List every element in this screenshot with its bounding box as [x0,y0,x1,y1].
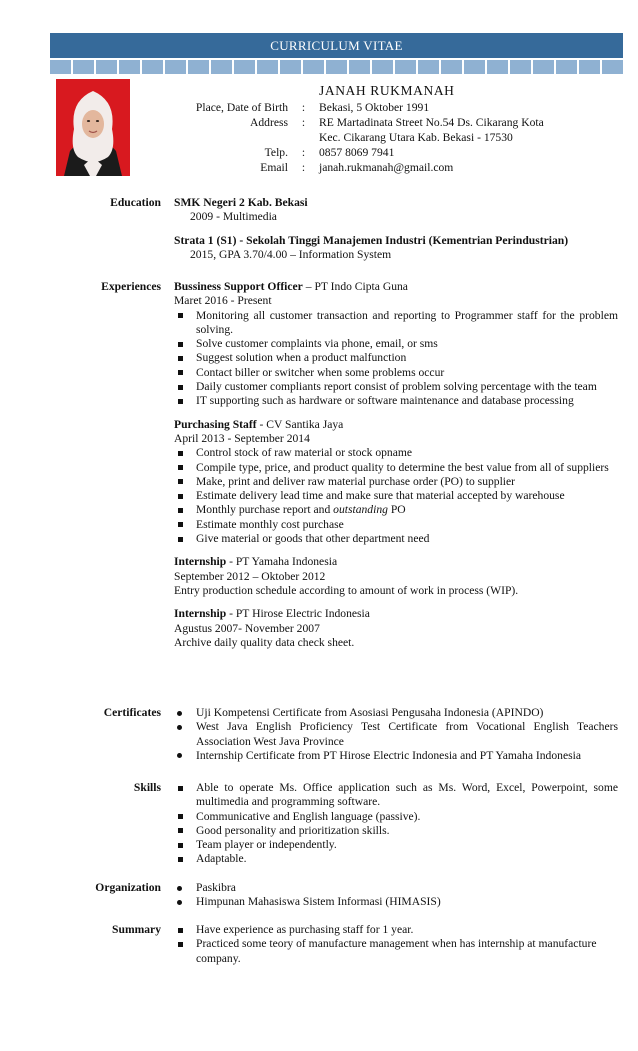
list-item: Practiced some teory of manufacture management when has internship at manufacture company. [174,937,618,966]
list-item: Estimate monthly cost purchase [174,518,618,532]
organization-list [174,881,618,910]
list-item: Solve customer complaints via phone, email, or sms [174,337,618,351]
list-item: Communicative and English language (passive). [174,810,618,824]
task-list [174,309,618,409]
list-item: Internship Certificate from PT Hirose Electric Indonesia and PT Yamaha Indonesia [174,749,618,763]
task-list [174,446,618,546]
list-item: Paskibra [174,881,618,895]
list-item: Monitoring all customer transaction and reporting to Programmer staff for the problem solving. [174,309,618,338]
list-item: Contact biller or switcher when some problems occur [174,366,618,380]
list-item: Estimate delivery lead time and make sure that material accepted by warehouse [174,489,618,503]
info-row-address: Address : RE Martadinata Street No.54 Ds. Cikarang Kota [250,116,544,129]
section-label: Certificates [103,706,161,719]
info-row-phone: Telp. : 0857 8069 7941 [264,146,395,159]
list-item: Adaptable. [174,852,618,866]
education-entry: SMK Negeri 2 Kab. Bekasi 2009 - Multimedia [174,196,308,224]
list-item: Uji Kompetensi Certificate from Asosiasi Pengusaha Indonesia (APINDO) [174,706,618,720]
list-item: West Java English Proficiency Test Certificate from Vocational English Teachers Association West Java Province [174,720,618,749]
job-entry: Internship - PT Hirose Electric Indonesia Agustus 2007- November 2007 Archive daily quality data check sheet. [174,607,370,649]
certificate-list [174,706,618,763]
section-label: Summary [112,923,161,936]
personal-info [150,100,620,175]
info-row-address-2: Kec. Cikarang Utara Kab. Bekasi - 17530 [319,131,513,144]
cv-title-banner [50,33,623,58]
list-item: Control stock of raw material or stock opname [174,446,618,460]
candidate-name: JANAH RUKMANAH [319,83,455,98]
section-label: Skills [133,781,161,794]
list-item: IT supporting such as hardware or software maintenance and database processing [174,394,618,408]
list-item: Compile type, price, and product quality to determine the best value from all of suppliers [174,461,618,475]
section-label: Experiences [101,280,161,293]
section-label: Organization [95,881,161,894]
list-item: Daily customer compliants report consist of problem solving percentage with the team [174,380,618,394]
info-row-birth: Place, Date of Birth : Bekasi, 5 Oktober 1991 [195,101,430,114]
decorative-brick-strip [50,60,623,74]
job-entry: Purchasing Staff - CV Santika Jaya April 2013 - September 2014 Control stock of raw material or stock opname Compile type, price, and product quality to determine the best value from all of suppliers Make, print and deliver raw material purchase order (PO) to supplier Estimate delivery lead time and make sure that material accepted by warehouse Monthly purchase report and outstanding PO Estimate monthly cost purchase Give material or goods that other department need [174,418,618,547]
job-entry: Internship - PT Yamaha Indonesia September 2012 – Oktober 2012 Entry production schedule according to amount of work in process (WIP). [174,555,519,597]
cv-title: CURRICULUM VITAE [270,38,403,53]
list-item: Give material or goods that other department need [174,532,618,546]
education-entry: Strata 1 (S1) - Sekolah Tinggi Manajemen Industri (Kementrian Perindustrian) 2015, GPA 3.70/4.00 – Information System [174,233,569,261]
list-item: Have experience as purchasing staff for 1 year. [174,923,618,937]
list-item: Good personality and prioritization skills. [174,824,618,838]
skills-list [174,781,618,867]
list-item: Himpunan Mahasiswa Sistem Informasi (HIMASIS) [174,895,618,909]
list-item: Team player or independently. [174,838,618,852]
list-item: Suggest solution when a product malfunction [174,351,618,365]
list-item: Able to operate Ms. Office application such as Ms. Word, Excel, Powerpoint, some multimedia and programming software. [174,781,618,810]
section-label: Education [110,196,161,209]
list-item: Make, print and deliver raw material purchase order (PO) to supplier [174,475,618,489]
list-item: Monthly purchase report and outstanding PO [174,503,618,517]
profile-photo [56,79,130,176]
summary-list [174,923,618,966]
info-row-email: Email : janah.rukmanah@gmail.com [260,161,454,174]
job-entry: Bussiness Support Officer – PT Indo Cipta Guna Maret 2016 - Present Monitoring all customer transaction and reporting to Programmer staff for the problem solving. Solve customer complaints via phone, email, or sms Suggest solution when a product malfunction Contact biller or switcher when some problems occur Daily customer compliants report consist of problem solving percentage with the team IT supporting such as hardware or software maintenance and database processing [174,280,618,408]
